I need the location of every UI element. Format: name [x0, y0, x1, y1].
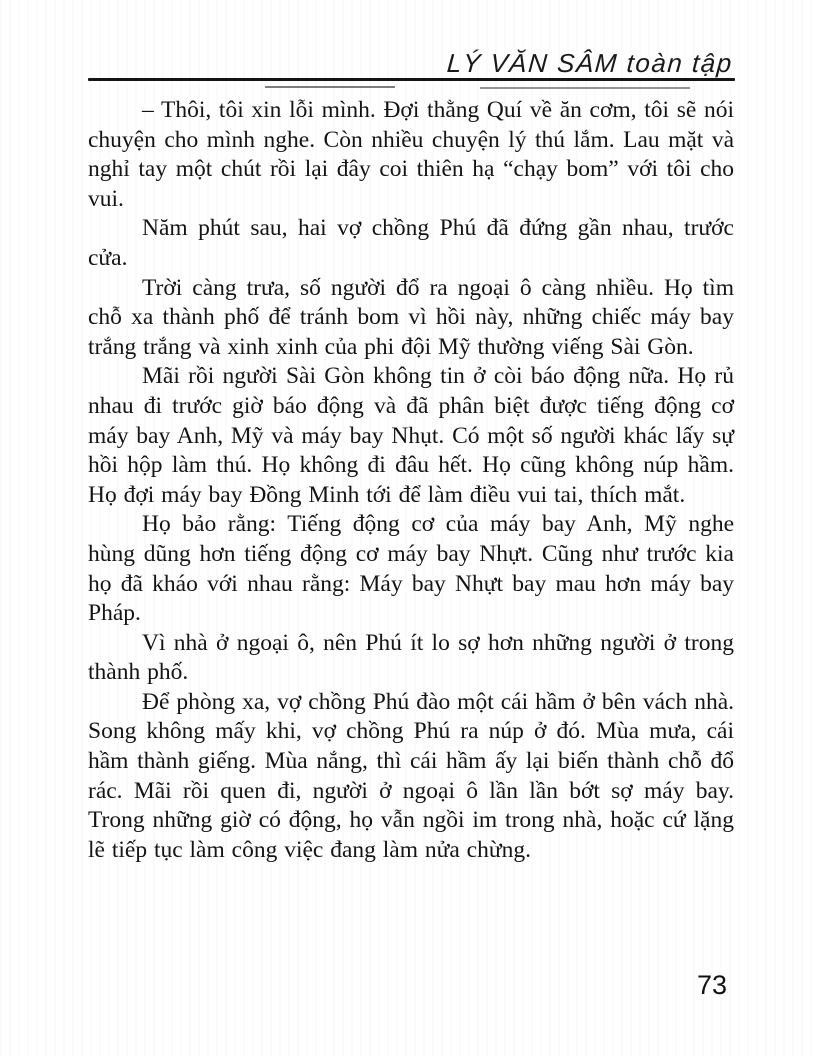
running-header: LÝ VĂN SÂM toàn tập: [446, 48, 735, 78]
header-rule: [88, 78, 735, 81]
paragraph: Để phòng xa, vợ chồng Phú đào một cái hầm ở bên vách nhà. Song không mấy khi, vợ chồng Phú ra núp ở đó. Mùa mưa, cái hầm thành giếng. Mùa nắng, thì cái hầm ấy lại biến thành chỗ đổ rác. Mãi rồi quen đi, người ở ngoại ô lần lần bớt sợ máy bay. Trong những giờ có động, họ vẫn ngồi im trong nhà, hoặc cứ lặng lẽ tiếp tục làm công việc đang làm nửa chừng.: [88, 688, 734, 863]
header-rule-scan-artifact: [265, 86, 395, 88]
page-number: 73: [697, 970, 728, 1000]
paragraph: Vì nhà ở ngoại ô, nên Phú ít lo sợ hơn những người ở trong thành phố.: [88, 629, 734, 686]
paragraph: Năm phút sau, hai vợ chồng Phú đã đứng gần nhau, trước cửa.: [88, 215, 734, 271]
header-rule-scan-artifact: [480, 87, 690, 89]
paragraph: Họ bảo rằng: Tiếng động cơ của máy bay Anh, Mỹ nghe hùng dũng hơn tiếng động cơ máy bay Nhựt. Cũng như trước kia họ đã kháo với nhau rằng: Máy bay Nhựt bay mau hơn máy bay Pháp.: [88, 511, 734, 627]
paragraph: – Thôi, tôi xin lỗi mình. Đợi thằng Quí về ăn cơm, tôi sẽ nói chuyện cho mình nghe. Còn nhiều chuyện lý thú lắm. Lau mặt và nghỉ tay một chút rồi lại đây coi thiên hạ “chạy bom” với tôi cho vui.: [88, 97, 734, 212]
paragraph: Mãi rồi người Sài Gòn không tin ở còi báo động nữa. Họ rủ nhau đi trước giờ báo động và đã phân biệt được tiếng động cơ máy bay Anh, Mỹ và máy bay Nhụt. Có một số người khác lấy sự hồi hộp làm thú. Họ không đi đâu hết. Họ cũng không núp hầm. Họ đợi máy bay Đồng Minh tới để làm điều vui tai, thích mắt.: [88, 363, 734, 508]
paragraph: Trời càng trưa, số người đổ ra ngoại ô càng nhiều. Họ tìm chỗ xa thành phố để tránh bom vì hồi này, những chiếc máy bay trắng trắng và xinh xinh của phi đội Mỹ thường viếng Sài Gòn.: [88, 274, 734, 360]
body-text: [88, 96, 734, 865]
